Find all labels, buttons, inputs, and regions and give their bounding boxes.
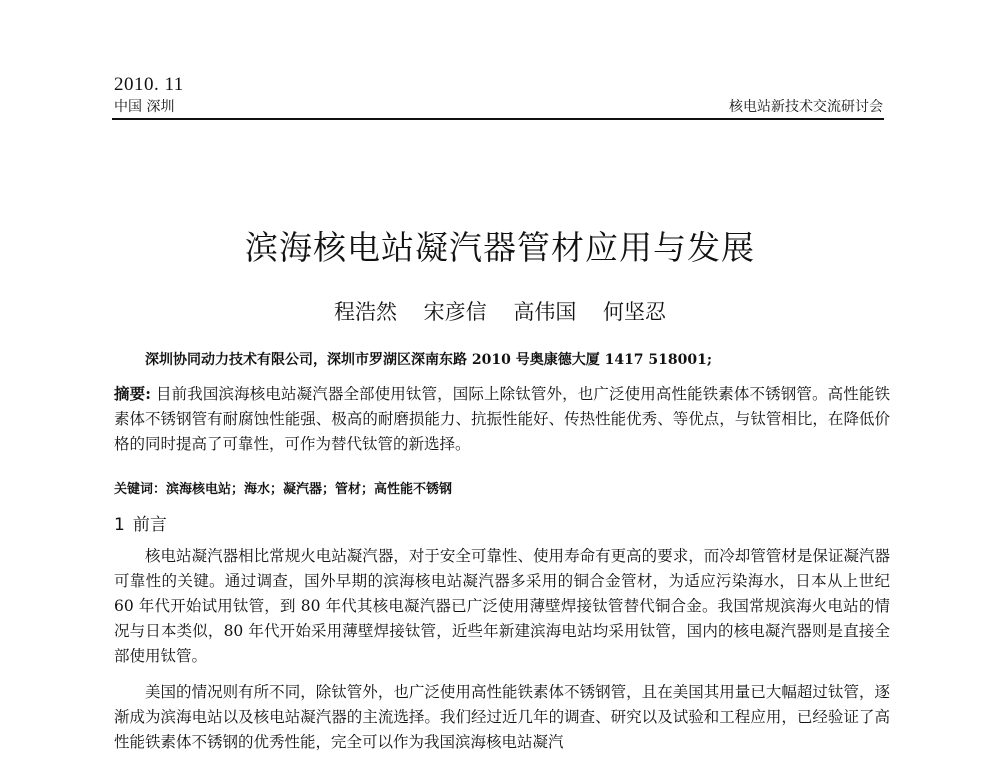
keywords: 关键词：滨海核电站；海水；凝汽器；管材；高性能不锈钢 — [114, 482, 453, 497]
author-list: 程浩然 宋彦信 高伟国 何坚忍 — [333, 300, 667, 324]
header-rule — [112, 118, 884, 120]
header-conference: 核电站新技术交流研讨会 — [729, 99, 883, 115]
affiliation: 深圳协同动力技术有限公司，深圳市罗湖区深南东路 2010 号奥康德大厦 1417 518001; — [145, 352, 713, 368]
section-heading — [114, 510, 167, 535]
header-location: 中国 深圳 — [114, 99, 175, 115]
abstract-label: 摘要: — [114, 384, 151, 403]
body-paragraph-2: 美国的情况则有所不同，除钛管外，也广泛使用高性能铁素体不锈钢管，且在美国其用量已大幅超过钛管，逐渐成为滨海电站以及核电站凝汽器的主流选择。我们经过近几年的调查、研究以及试验和工程应用，已经验证了高性能铁素体不锈钢的优秀性能，完全可以作为我国滨海核电站凝汽 — [114, 683, 890, 751]
header-date: 2010. 11 — [114, 74, 184, 95]
abstract-text: 目前我国滨海核电站凝汽器全部使用钛管，国际上除钛管外，也广泛使用高性能铁素体不锈钢管。高性能铁素体不锈钢管有耐腐蚀性能强、极高的耐磨损能力、抗振性能好、传热性能优秀、等优点，与钛管相比，在降低价格的同时提高了可靠性，可作为替代钛管的新选择。 — [114, 385, 890, 453]
body-paragraph-1: 核电站凝汽器相比常规火电站凝汽器，对于安全可靠性、使用寿命有更高的要求，而冷却管管材是保证凝汽器可靠性的关键。通过调查，国外早期的滨海核电站凝汽器多采用的铜合金管材，为适应污染海水，日本从上世纪 60 年代开始试用钛管，到 80 年代其核电凝汽器已广泛使用薄壁焊接钛管替代铜合金。我国常规滨海火电站的情况与日本类似，80 年代开始采用薄壁焊接钛管，近些年新建滨海电站均采用钛管，国内的核电凝汽器则是直接全部使用钛管。 — [114, 547, 890, 665]
section-title: 前言 — [132, 515, 167, 535]
section-number: 1 — [114, 515, 125, 535]
paper-title: 滨海核电站凝汽器管材应用与发展 — [245, 228, 755, 267]
abstract — [114, 381, 890, 457]
